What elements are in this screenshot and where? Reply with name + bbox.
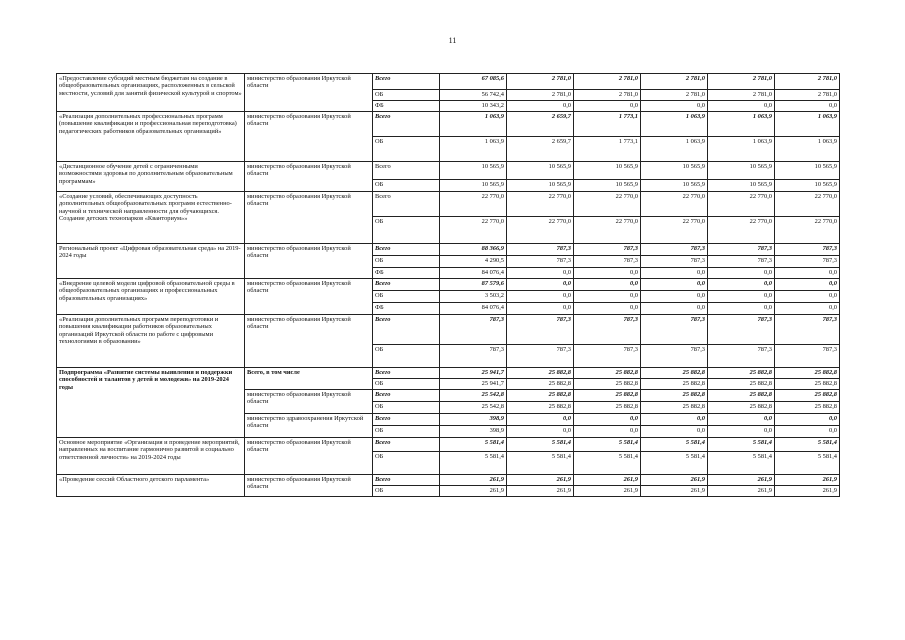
amount-cell: 10 565,9 [775, 180, 840, 192]
table-row [57, 192, 840, 217]
row-organization: министерство образования Иркутской области [245, 315, 373, 368]
amount-cell: 787,3 [641, 345, 708, 368]
amount-cell: 0,0 [574, 279, 641, 291]
funding-source: Всего [373, 368, 440, 379]
amount-cell: 25 882,8 [775, 390, 840, 402]
table-row [57, 74, 840, 90]
amount-cell: 5 581,4 [440, 452, 507, 475]
amount-cell: 10 565,9 [574, 180, 641, 192]
amount-cell: 22 770,0 [440, 217, 507, 244]
amount-cell: 0,0 [708, 426, 775, 438]
amount-cell: 25 882,8 [507, 379, 574, 390]
amount-cell: 261,9 [507, 486, 574, 497]
amount-cell: 0,0 [708, 303, 775, 315]
amount-cell: 2 781,0 [641, 74, 708, 90]
amount-cell: 0,0 [641, 268, 708, 279]
amount-cell: 25 882,8 [507, 402, 574, 414]
amount-cell: 5 581,4 [507, 452, 574, 475]
amount-cell: 3 503,2 [440, 291, 507, 303]
row-organization: министерство образования Иркутской области [245, 244, 373, 279]
funding-source: ОБ [373, 137, 440, 162]
amount-cell: 787,3 [507, 256, 574, 268]
row-name: Региональный проект «Цифровая образовательная среда» на 2019-2024 годы [57, 244, 245, 279]
amount-cell: 10 565,9 [641, 180, 708, 192]
amount-cell: 787,3 [574, 256, 641, 268]
amount-cell: 0,0 [507, 426, 574, 438]
amount-cell: 787,3 [440, 315, 507, 345]
table-row [57, 279, 840, 291]
amount-cell: 787,3 [708, 345, 775, 368]
amount-cell: 2 781,0 [708, 90, 775, 101]
funding-source: Всего [373, 74, 440, 90]
amount-cell: 5 581,4 [440, 438, 507, 452]
amount-cell: 0,0 [775, 101, 840, 112]
amount-cell: 787,3 [641, 256, 708, 268]
amount-cell: 25 542,8 [440, 390, 507, 402]
amount-cell: 22 770,0 [574, 217, 641, 244]
amount-cell: 0,0 [574, 303, 641, 315]
amount-cell: 22 770,0 [775, 217, 840, 244]
amount-cell: 25 882,8 [507, 390, 574, 402]
amount-cell: 261,9 [440, 486, 507, 497]
amount-cell: 25 882,8 [574, 390, 641, 402]
amount-cell: 25 882,8 [574, 402, 641, 414]
amount-cell: 25 882,8 [574, 379, 641, 390]
funding-source: Всего [373, 244, 440, 256]
amount-cell: 0,0 [641, 279, 708, 291]
amount-cell: 787,3 [507, 345, 574, 368]
amount-cell: 22 770,0 [440, 192, 507, 217]
amount-cell: 25 882,8 [574, 368, 641, 379]
amount-cell: 25 882,8 [641, 368, 708, 379]
amount-cell: 0,0 [507, 303, 574, 315]
amount-cell: 87 579,6 [440, 279, 507, 291]
amount-cell: 25 882,8 [708, 379, 775, 390]
amount-cell: 0,0 [507, 414, 574, 426]
amount-cell: 5 581,4 [708, 438, 775, 452]
funding-source: Всего [373, 390, 440, 402]
amount-cell: 261,9 [574, 475, 641, 486]
row-organization: министерство образования Иркутской области [245, 162, 373, 192]
amount-cell: 5 581,4 [574, 438, 641, 452]
amount-cell: 25 941,7 [440, 379, 507, 390]
amount-cell: 22 770,0 [507, 192, 574, 217]
funding-source: ОБ [373, 90, 440, 101]
row-organization: министерство образования Иркутской области [245, 438, 373, 475]
amount-cell: 2 659,7 [507, 112, 574, 137]
row-name: «Внедрение целевой модели цифровой образовательной среды в общеобразовательных организациях и профессиональных образовательных организациях» [57, 279, 245, 315]
amount-cell: 787,3 [775, 345, 840, 368]
amount-cell: 2 781,0 [507, 90, 574, 101]
row-organization: министерство образования Иркутской области [245, 279, 373, 315]
funding-source: Всего [373, 112, 440, 137]
amount-cell: 10 565,9 [440, 162, 507, 180]
amount-cell: 0,0 [775, 268, 840, 279]
amount-cell: 0,0 [574, 426, 641, 438]
amount-cell: 25 882,8 [775, 379, 840, 390]
amount-cell: 25 882,8 [775, 368, 840, 379]
row-organization: министерство здравоохранения Иркутской области [245, 414, 373, 438]
amount-cell: 22 770,0 [775, 192, 840, 217]
amount-cell: 10 343,2 [440, 101, 507, 112]
amount-cell: 0,0 [574, 101, 641, 112]
amount-cell: 25 882,8 [708, 402, 775, 414]
amount-cell: 787,3 [775, 315, 840, 345]
amount-cell: 1 063,9 [440, 137, 507, 162]
row-name: «Реализация дополнительных программ переподготовки и повышения квалификации работников образовательных организаций Иркутской области по работе с цифровыми технологиями в образовании» [57, 315, 245, 368]
table-row [57, 244, 840, 256]
amount-cell: 10 565,9 [507, 180, 574, 192]
amount-cell: 84 076,4 [440, 268, 507, 279]
amount-cell: 0,0 [708, 101, 775, 112]
funding-source: ОБ [373, 180, 440, 192]
funding-source: ФБ [373, 268, 440, 279]
amount-cell: 0,0 [641, 291, 708, 303]
amount-cell: 787,3 [507, 244, 574, 256]
amount-cell: 787,3 [507, 315, 574, 345]
amount-cell: 88 366,9 [440, 244, 507, 256]
amount-cell: 1 773,1 [574, 137, 641, 162]
amount-cell: 0,0 [574, 291, 641, 303]
amount-cell: 0,0 [641, 414, 708, 426]
amount-cell: 25 542,8 [440, 402, 507, 414]
amount-cell: 22 770,0 [507, 217, 574, 244]
amount-cell: 1 773,1 [574, 112, 641, 137]
amount-cell: 1 063,9 [775, 112, 840, 137]
amount-cell: 0,0 [775, 303, 840, 315]
amount-cell: 787,3 [574, 345, 641, 368]
amount-cell: 5 581,4 [507, 438, 574, 452]
amount-cell: 787,3 [708, 256, 775, 268]
page-number: 11 [448, 36, 457, 45]
row-name: «Создание условий, обеспечивающих доступность дополнительных общеобразовательных программ естественно-научной и технической направленности для обучающихся. Создание детских технопарков «Кванториум»» [57, 192, 245, 244]
amount-cell: 25 882,8 [775, 402, 840, 414]
amount-cell: 22 770,0 [641, 217, 708, 244]
amount-cell: 25 882,8 [641, 379, 708, 390]
amount-cell: 787,3 [708, 315, 775, 345]
amount-cell: 10 565,9 [708, 162, 775, 180]
amount-cell: 5 581,4 [775, 438, 840, 452]
amount-cell: 56 742,4 [440, 90, 507, 101]
amount-cell: 261,9 [641, 475, 708, 486]
amount-cell: 0,0 [574, 268, 641, 279]
amount-cell: 22 770,0 [574, 192, 641, 217]
row-organization: министерство образования Иркутской области [245, 475, 373, 497]
amount-cell: 787,3 [574, 244, 641, 256]
amount-cell: 2 781,0 [574, 74, 641, 90]
amount-cell: 0,0 [507, 101, 574, 112]
amount-cell: 1 063,9 [708, 137, 775, 162]
amount-cell: 2 781,0 [775, 90, 840, 101]
amount-cell: 4 290,5 [440, 256, 507, 268]
amount-cell: 10 565,9 [507, 162, 574, 180]
amount-cell: 5 581,4 [641, 438, 708, 452]
amount-cell: 1 063,9 [641, 112, 708, 137]
row-organization: министерство образования Иркутской области [245, 390, 373, 414]
amount-cell: 0,0 [708, 414, 775, 426]
funding-source: Всего [373, 279, 440, 291]
amount-cell: 84 076,4 [440, 303, 507, 315]
amount-cell: 25 882,8 [708, 390, 775, 402]
amount-cell: 261,9 [507, 475, 574, 486]
amount-cell: 0,0 [708, 268, 775, 279]
table-row [57, 112, 840, 137]
amount-cell: 10 565,9 [574, 162, 641, 180]
amount-cell: 2 781,0 [708, 74, 775, 90]
amount-cell: 2 781,0 [574, 90, 641, 101]
amount-cell: 5 581,4 [708, 452, 775, 475]
amount-cell: 261,9 [708, 486, 775, 497]
row-organization: министерство образования Иркутской области [245, 192, 373, 244]
amount-cell: 0,0 [641, 303, 708, 315]
funding-source: ОБ [373, 486, 440, 497]
amount-cell: 25 882,8 [641, 390, 708, 402]
amount-cell: 25 882,8 [641, 402, 708, 414]
funding-source: Всего [373, 414, 440, 426]
funding-source: Всего [373, 192, 440, 217]
funding-source: ФБ [373, 101, 440, 112]
amount-cell: 22 770,0 [708, 192, 775, 217]
funding-source: ОБ [373, 452, 440, 475]
funding-source: ОБ [373, 426, 440, 438]
amount-cell: 2 781,0 [775, 74, 840, 90]
amount-cell: 5 581,4 [574, 452, 641, 475]
amount-cell: 0,0 [641, 101, 708, 112]
amount-cell: 22 770,0 [708, 217, 775, 244]
amount-cell: 5 581,4 [641, 452, 708, 475]
row-name: «Дистанционное обучение детей с ограниченными возможностями здоровья по дополнительным образовательным программам» [57, 162, 245, 192]
amount-cell: 0,0 [708, 291, 775, 303]
amount-cell: 787,3 [574, 315, 641, 345]
amount-cell: 261,9 [440, 475, 507, 486]
amount-cell: 2 781,0 [507, 74, 574, 90]
amount-cell: 0,0 [775, 279, 840, 291]
funding-source: ОБ [373, 291, 440, 303]
amount-cell: 25 882,8 [507, 368, 574, 379]
amount-cell: 10 565,9 [708, 180, 775, 192]
row-name: Основное мероприятие «Организация и проведение мероприятий, направленных на воспитание гармонично развитой и социально ответственной личности» на 2019-2024 годы [57, 438, 245, 475]
amount-cell: 787,3 [641, 244, 708, 256]
amount-cell: 398,9 [440, 414, 507, 426]
amount-cell: 1 063,9 [708, 112, 775, 137]
amount-cell: 0,0 [507, 291, 574, 303]
amount-cell: 261,9 [641, 486, 708, 497]
amount-cell: 261,9 [775, 475, 840, 486]
amount-cell: 25 941,7 [440, 368, 507, 379]
row-name: «Предоставление субсидий местным бюджетам на создание в общеобразовательных организациях, расположенных в сельской местности, условий для занятий физической культурой и спортом» [57, 74, 245, 112]
row-name: «Реализация дополнительных профессиональных программ (повышение квалификации и профессиональная переподготовка) педагогических работников образовательных организаций» [57, 112, 245, 162]
table-row [57, 438, 840, 452]
table-row [57, 368, 840, 379]
amount-cell: 0,0 [775, 291, 840, 303]
amount-cell: 398,9 [440, 426, 507, 438]
amount-cell: 10 565,9 [440, 180, 507, 192]
amount-cell: 10 565,9 [641, 162, 708, 180]
amount-cell: 0,0 [574, 414, 641, 426]
table-row [57, 315, 840, 345]
amount-cell: 261,9 [574, 486, 641, 497]
funding-source: ОБ [373, 402, 440, 414]
amount-cell: 0,0 [507, 268, 574, 279]
funding-source: ОБ [373, 256, 440, 268]
row-organization: министерство образования Иркутской области [245, 112, 373, 162]
amount-cell: 0,0 [641, 426, 708, 438]
amount-cell: 787,3 [775, 244, 840, 256]
amount-cell: 0,0 [507, 279, 574, 291]
row-name: «Проведение сессий Областного детского парламента» [57, 475, 245, 497]
subprogram-total-label: Всего, в том числе [245, 368, 373, 390]
amount-cell: 787,3 [641, 315, 708, 345]
subprogram-name: Подпрограмма «Развитие системы выявления и поддержки способностей и талантов у детей и молодежи» на 2019-2024 годы [57, 368, 245, 438]
amount-cell: 0,0 [708, 279, 775, 291]
amount-cell: 787,3 [440, 345, 507, 368]
amount-cell: 261,9 [708, 475, 775, 486]
amount-cell: 67 085,6 [440, 74, 507, 90]
table-row [57, 162, 840, 180]
amount-cell: 10 565,9 [775, 162, 840, 180]
amount-cell: 22 770,0 [641, 192, 708, 217]
funding-source: Всего [373, 438, 440, 452]
funding-source: ОБ [373, 379, 440, 390]
amount-cell: 2 659,7 [507, 137, 574, 162]
amount-cell: 0,0 [775, 426, 840, 438]
funding-source: Всего [373, 315, 440, 345]
amount-cell: 261,9 [775, 486, 840, 497]
amount-cell: 1 063,9 [775, 137, 840, 162]
funding-source: ФБ [373, 303, 440, 315]
funding-source: Всего [373, 162, 440, 180]
amount-cell: 2 781,0 [641, 90, 708, 101]
table-row [57, 475, 840, 486]
amount-cell: 787,3 [775, 256, 840, 268]
amount-cell: 787,3 [708, 244, 775, 256]
budget-table [56, 73, 840, 497]
funding-source: Всего [373, 475, 440, 486]
amount-cell: 5 581,4 [775, 452, 840, 475]
funding-source: ОБ [373, 345, 440, 368]
amount-cell: 0,0 [775, 414, 840, 426]
amount-cell: 25 882,8 [708, 368, 775, 379]
amount-cell: 1 063,9 [440, 112, 507, 137]
amount-cell: 1 063,9 [641, 137, 708, 162]
row-organization: министерство образования Иркутской области [245, 74, 373, 112]
funding-source: ОБ [373, 217, 440, 244]
